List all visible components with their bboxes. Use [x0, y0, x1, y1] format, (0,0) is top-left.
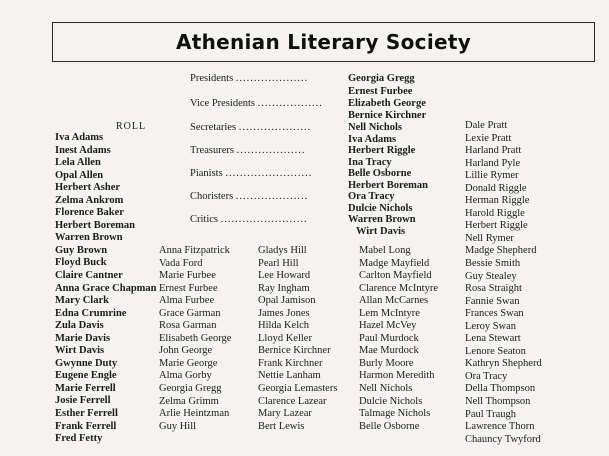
list-item: Burly Moore	[359, 357, 414, 369]
list-item: Esther Ferrell	[55, 408, 118, 420]
list-item: Alma Gorby	[159, 370, 212, 382]
list-item: Florence Baker	[55, 207, 124, 219]
list-item: Dulcie Nichols	[359, 395, 423, 407]
list-item: Vada Ford	[159, 257, 203, 269]
officer-name: Bernice Kirchner	[348, 110, 427, 121]
roll-column-2	[159, 245, 231, 433]
list-item: Zelma Grimm	[159, 395, 219, 407]
list-item: Leroy Swan	[465, 320, 517, 332]
list-item: Lem McIntyre	[359, 307, 420, 319]
list-item: Lawrence Thorn	[465, 421, 535, 433]
list-item: Paul Murdock	[359, 332, 419, 344]
list-item: Josie Ferrell	[55, 395, 111, 407]
officer-name: Ina Tracy	[348, 157, 392, 168]
list-item: Zelma Ankrom	[55, 194, 124, 206]
roll-column-1	[55, 132, 157, 446]
list-item: Anna Fitzpatrick	[159, 245, 230, 256]
list-item: Marie Davis	[55, 332, 111, 344]
list-item: Nell Rymer	[465, 232, 514, 244]
officer-title-choristers: Choristers ....................	[190, 191, 309, 202]
list-item: Paul Traugh	[465, 408, 517, 420]
list-item: Rosa Straight	[465, 283, 522, 295]
list-item: Lena Stewart	[465, 333, 521, 345]
officer-name: Herbert Boreman	[348, 180, 428, 191]
list-item: Dale Pratt	[465, 120, 508, 131]
list-item: Herbert Asher	[55, 182, 121, 194]
list-item: Elisabeth George	[159, 332, 232, 344]
list-item: Wirt Davis	[55, 345, 105, 357]
officer-title-secretaries: Secretaries ....................	[190, 122, 312, 133]
list-item: Lee Howard	[258, 270, 311, 282]
list-item: Allan McCarnes	[359, 295, 429, 307]
list-item: Arlie Heintzman	[159, 408, 230, 420]
officer-title-presidents: Presidents ....................	[190, 73, 309, 84]
list-item: Guy Hill	[159, 420, 197, 432]
officer-name: Georgia Gregg	[348, 73, 415, 84]
officer-title-pianists: Pianists ........................	[190, 168, 313, 179]
list-item: Belle Osborne	[359, 420, 420, 432]
list-item: Lexie Pratt	[465, 132, 512, 144]
list-item: Gladys Hill	[258, 245, 307, 256]
list-item: Nell Thompson	[465, 396, 531, 408]
list-item: Inest Adams	[55, 144, 111, 156]
officer-name: Ernest Furbee	[348, 86, 413, 97]
list-item: James Jones	[258, 307, 310, 319]
list-item: Mary Clark	[55, 295, 109, 307]
list-item: Marie Ferrell	[55, 382, 116, 394]
officer-name: Warren Brown	[348, 214, 416, 225]
roll-column-4	[359, 245, 438, 433]
title-box	[52, 22, 595, 62]
list-item: Floyd Buck	[55, 257, 107, 269]
list-item: Fred Fetty	[55, 433, 103, 445]
list-item: Rosa Garman	[159, 320, 217, 332]
roll-heading: ROLL	[116, 121, 147, 132]
list-item: Opal Allen	[55, 169, 104, 181]
officer-name: Herbert Riggle	[348, 145, 416, 156]
officer-title-critics: Critics ........................	[190, 214, 308, 225]
list-item: Frank Ferrell	[55, 420, 117, 432]
list-item: Edna Crumrine	[55, 307, 127, 319]
list-item: Warren Brown	[55, 232, 123, 244]
list-item: Clarence Lazear	[258, 395, 327, 407]
list-item: Alma Furbee	[159, 295, 215, 307]
list-item: Hilda Kelch	[258, 320, 310, 332]
roll-column-5	[465, 120, 542, 446]
list-item: Gwynne Duty	[55, 357, 118, 369]
officer-title-treasurers: Treasurers ...................	[190, 145, 306, 156]
officer-name: Nell Nichols	[348, 122, 402, 133]
list-item: Harland Pyle	[465, 157, 521, 169]
list-item: Grace Garman	[159, 307, 221, 319]
officer-name: Dulcie Nichols	[348, 203, 413, 214]
officer-name: Wirt Davis	[356, 226, 406, 237]
list-item: Herman Riggle	[465, 195, 530, 207]
list-item: Bert Lewis	[258, 420, 305, 432]
list-item: Nettie Lanham	[258, 370, 321, 382]
list-item: Zula Davis	[55, 320, 104, 332]
list-item: Chauncy Twyford	[465, 433, 541, 445]
list-item: John George	[159, 345, 213, 357]
list-item: Mabel Long	[359, 245, 411, 256]
officer-name: Ora Tracy	[348, 191, 395, 202]
list-item: Mary Lazear	[258, 408, 312, 420]
list-item: Mae Murdock	[359, 345, 419, 357]
list-item: Georgia Lemasters	[258, 383, 338, 395]
list-item: Kathryn Shepherd	[465, 358, 542, 370]
list-item: Lillie Rymer	[465, 170, 519, 182]
list-item: Guy Brown	[55, 244, 108, 256]
list-item: Frank Kirchner	[258, 357, 323, 369]
list-item: Claire Cantner	[55, 270, 123, 282]
list-item: Iva Adams	[55, 132, 104, 143]
officer-title-vice-presidents: Vice Presidents ..................	[190, 98, 323, 109]
list-item: Frances Swan	[465, 308, 524, 320]
list-item: Marie Furbee	[159, 270, 216, 282]
list-item: Herbert Riggle	[465, 220, 528, 232]
officer-name: Iva Adams	[348, 134, 397, 145]
list-item: Eugene Engle	[55, 370, 117, 382]
list-item: Marie George	[159, 357, 218, 369]
list-item: Lloyd Keller	[258, 332, 312, 344]
roll-column-3	[258, 245, 337, 433]
list-item: Harland Pratt	[465, 145, 522, 157]
list-item: Ray Ingham	[258, 282, 310, 294]
list-item: Madge Shepherd	[465, 245, 537, 257]
list-item: Carlton Mayfield	[359, 270, 432, 282]
list-item: Guy Stealey	[465, 270, 517, 282]
page-title: Athenian Literary Society	[175, 30, 472, 54]
list-item: Ora Tracy	[465, 370, 508, 382]
list-item: Lela Allen	[55, 157, 101, 169]
list-item: Nell Nichols	[359, 383, 413, 395]
list-item: Bessie Smith	[465, 258, 521, 270]
list-item: Talmage Nichols	[359, 408, 431, 420]
list-item: Herbert Boreman	[55, 219, 135, 231]
list-item: Bernice Kirchner	[258, 345, 331, 357]
officer-name: Elizabeth George	[348, 98, 426, 109]
list-item: Hazel McVey	[359, 320, 417, 332]
list-item: Anna Grace Chapman	[55, 282, 157, 294]
list-item: Madge Mayfield	[359, 257, 430, 269]
list-item: Ernest Furbee	[159, 282, 218, 294]
list-item: Georgia Gregg	[159, 383, 222, 395]
list-item: Opal Jamison	[258, 295, 316, 307]
list-item: Fannie Swan	[465, 295, 520, 307]
list-item: Della Thompson	[465, 383, 536, 395]
list-item: Lenore Seaton	[465, 345, 526, 357]
list-item: Harmon Meredith	[359, 370, 435, 382]
officer-name: Belle Osborne	[348, 168, 412, 179]
list-item: Pearl Hill	[258, 257, 299, 269]
list-item: Donald Riggle	[465, 182, 527, 194]
list-item: Clarence McIntyre	[359, 282, 439, 294]
list-item: Harold Riggle	[465, 207, 525, 219]
